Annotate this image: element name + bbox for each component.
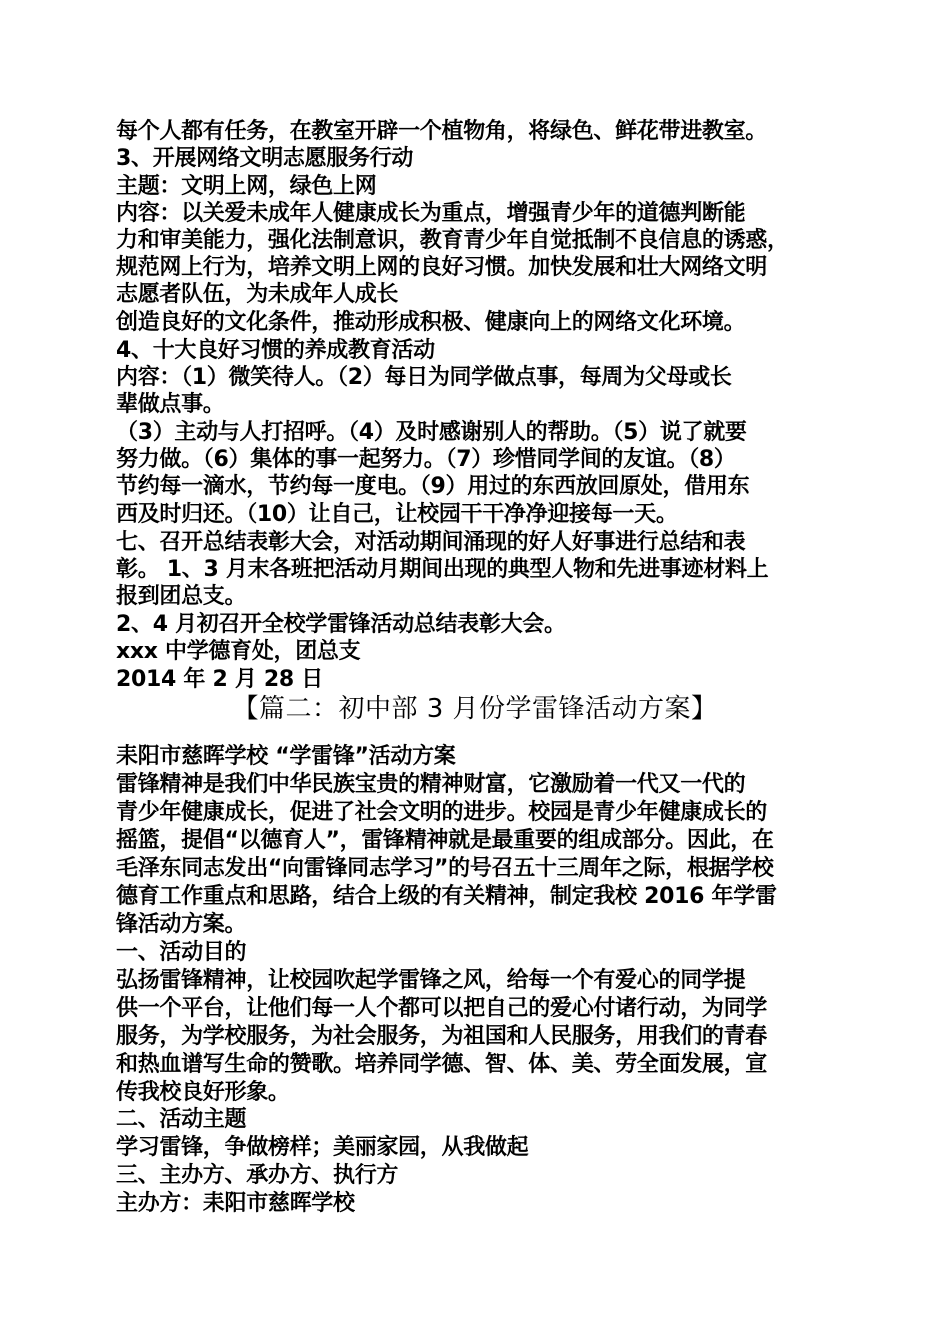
text-line: xxx 中学德育处，团总支 (116, 639, 361, 664)
text-line: （3）主动与人打招呼。（4）及时感谢别人的帮助。（5）说了就要 (116, 420, 747, 445)
text-line: 传我校良好形象。 (116, 1080, 290, 1105)
text-line: 七、召开总结表彰大会，对活动期间涌现的好人好事进行总结和表 (116, 530, 746, 555)
text-line: 辈做点事。 (116, 392, 225, 417)
text-line: 三、主办方、承办方、执行方 (116, 1163, 399, 1188)
text-line: 报到团总支。 (116, 584, 247, 609)
text-line: 和热血谱写生命的赞歌。培养同学德、智、体、美、劳全面发展，宣 (116, 1052, 768, 1077)
text-line: 雷锋精神是我们中华民族宝贵的精神财富，它激励着一代又一代的 (116, 772, 746, 797)
text-line: 弘扬雷锋精神，让校园吹起学雷锋之风，给每一个有爱心的同学提 (116, 968, 746, 993)
text-line: 锋活动方案。 (116, 912, 247, 937)
text-line: 服务，为学校服务，为社会服务，为祖国和人民服务，用我们的青春 (116, 1024, 768, 1049)
text-line: 节约每一滴水，节约每一度电。（9）用过的东西放回原处，借用东 (116, 474, 750, 499)
text-line: 创造良好的文化条件，推动形成积极、健康向上的网络文化环境。 (116, 310, 746, 335)
text-line: 供一个平台，让他们每一人个都可以把自己的爱心付诸行动，为同学 (116, 996, 768, 1021)
text-line: 彰。 1、3 月末各班把活动月期间出现的典型人物和先进事迹材料上 (116, 557, 769, 582)
text-line: 3、开展网络文明志愿服务行动 (116, 146, 414, 171)
text-line: 2、4 月初召开全校学雷锋活动总结表彰大会。 (116, 612, 566, 637)
text-line: 志愿者队伍，为未成年人成长 (116, 282, 399, 307)
text-line: 摇篮，提倡“以德育人”，雷锋精神就是最重要的组成部分。因此，在 (116, 828, 774, 853)
text-line: 学习雷锋，争做榜样；美丽家园，从我做起 (116, 1135, 529, 1160)
text-line: 内容：（1）微笑待人。（2）每日为同学做点事，每周为父母或长 (116, 365, 732, 390)
text-line: 一、活动目的 (116, 940, 247, 965)
section-heading: 【篇二：初中部 3 月份学雷锋活动方案】 (232, 694, 718, 724)
text-line: 主办方：耒阳市慈晖学校 (116, 1191, 355, 1216)
text-line: 耒阳市慈晖学校 “学雷锋”活动方案 (116, 744, 456, 769)
text-line: 德育工作重点和思路，结合上级的有关精神，制定我校 2016 年学雷 (116, 884, 777, 909)
text-line: 毛泽东同志发出“向雷锋同志学习”的号召五十三周年之际，根据学校 (116, 856, 774, 881)
text-line: 西及时归还。（10）让自己，让校园干干净净迎接每一天。 (116, 502, 678, 527)
text-line: 主题：文明上网，绿色上网 (116, 174, 377, 199)
text-line: 努力做。（6）集体的事一起努力。（7）珍惜同学间的友谊。（8） (116, 447, 736, 472)
text-line: 4、十大良好习惯的养成教育活动 (116, 338, 435, 363)
text-line: 青少年健康成长，促进了社会文明的进步。校园是青少年健康成长的 (116, 800, 768, 825)
text-line: 2014 年 2 月 28 日 (116, 667, 323, 692)
text-line: 每个人都有任务，在教室开辟一个植物角，将绿色、鲜花带进教室。 (116, 119, 768, 144)
text-line: 力和审美能力，强化法制意识，教育青少年自觉抵制不良信息的诱惑， (116, 228, 789, 253)
text-line: 内容：以关爱未成年人健康成长为重点，增强青少年的道德判断能 (116, 201, 746, 226)
text-line: 规范网上行为，培养文明上网的良好习惯。加快发展和壮大网络文明 (116, 255, 768, 280)
text-line: 二、活动主题 (116, 1107, 247, 1132)
